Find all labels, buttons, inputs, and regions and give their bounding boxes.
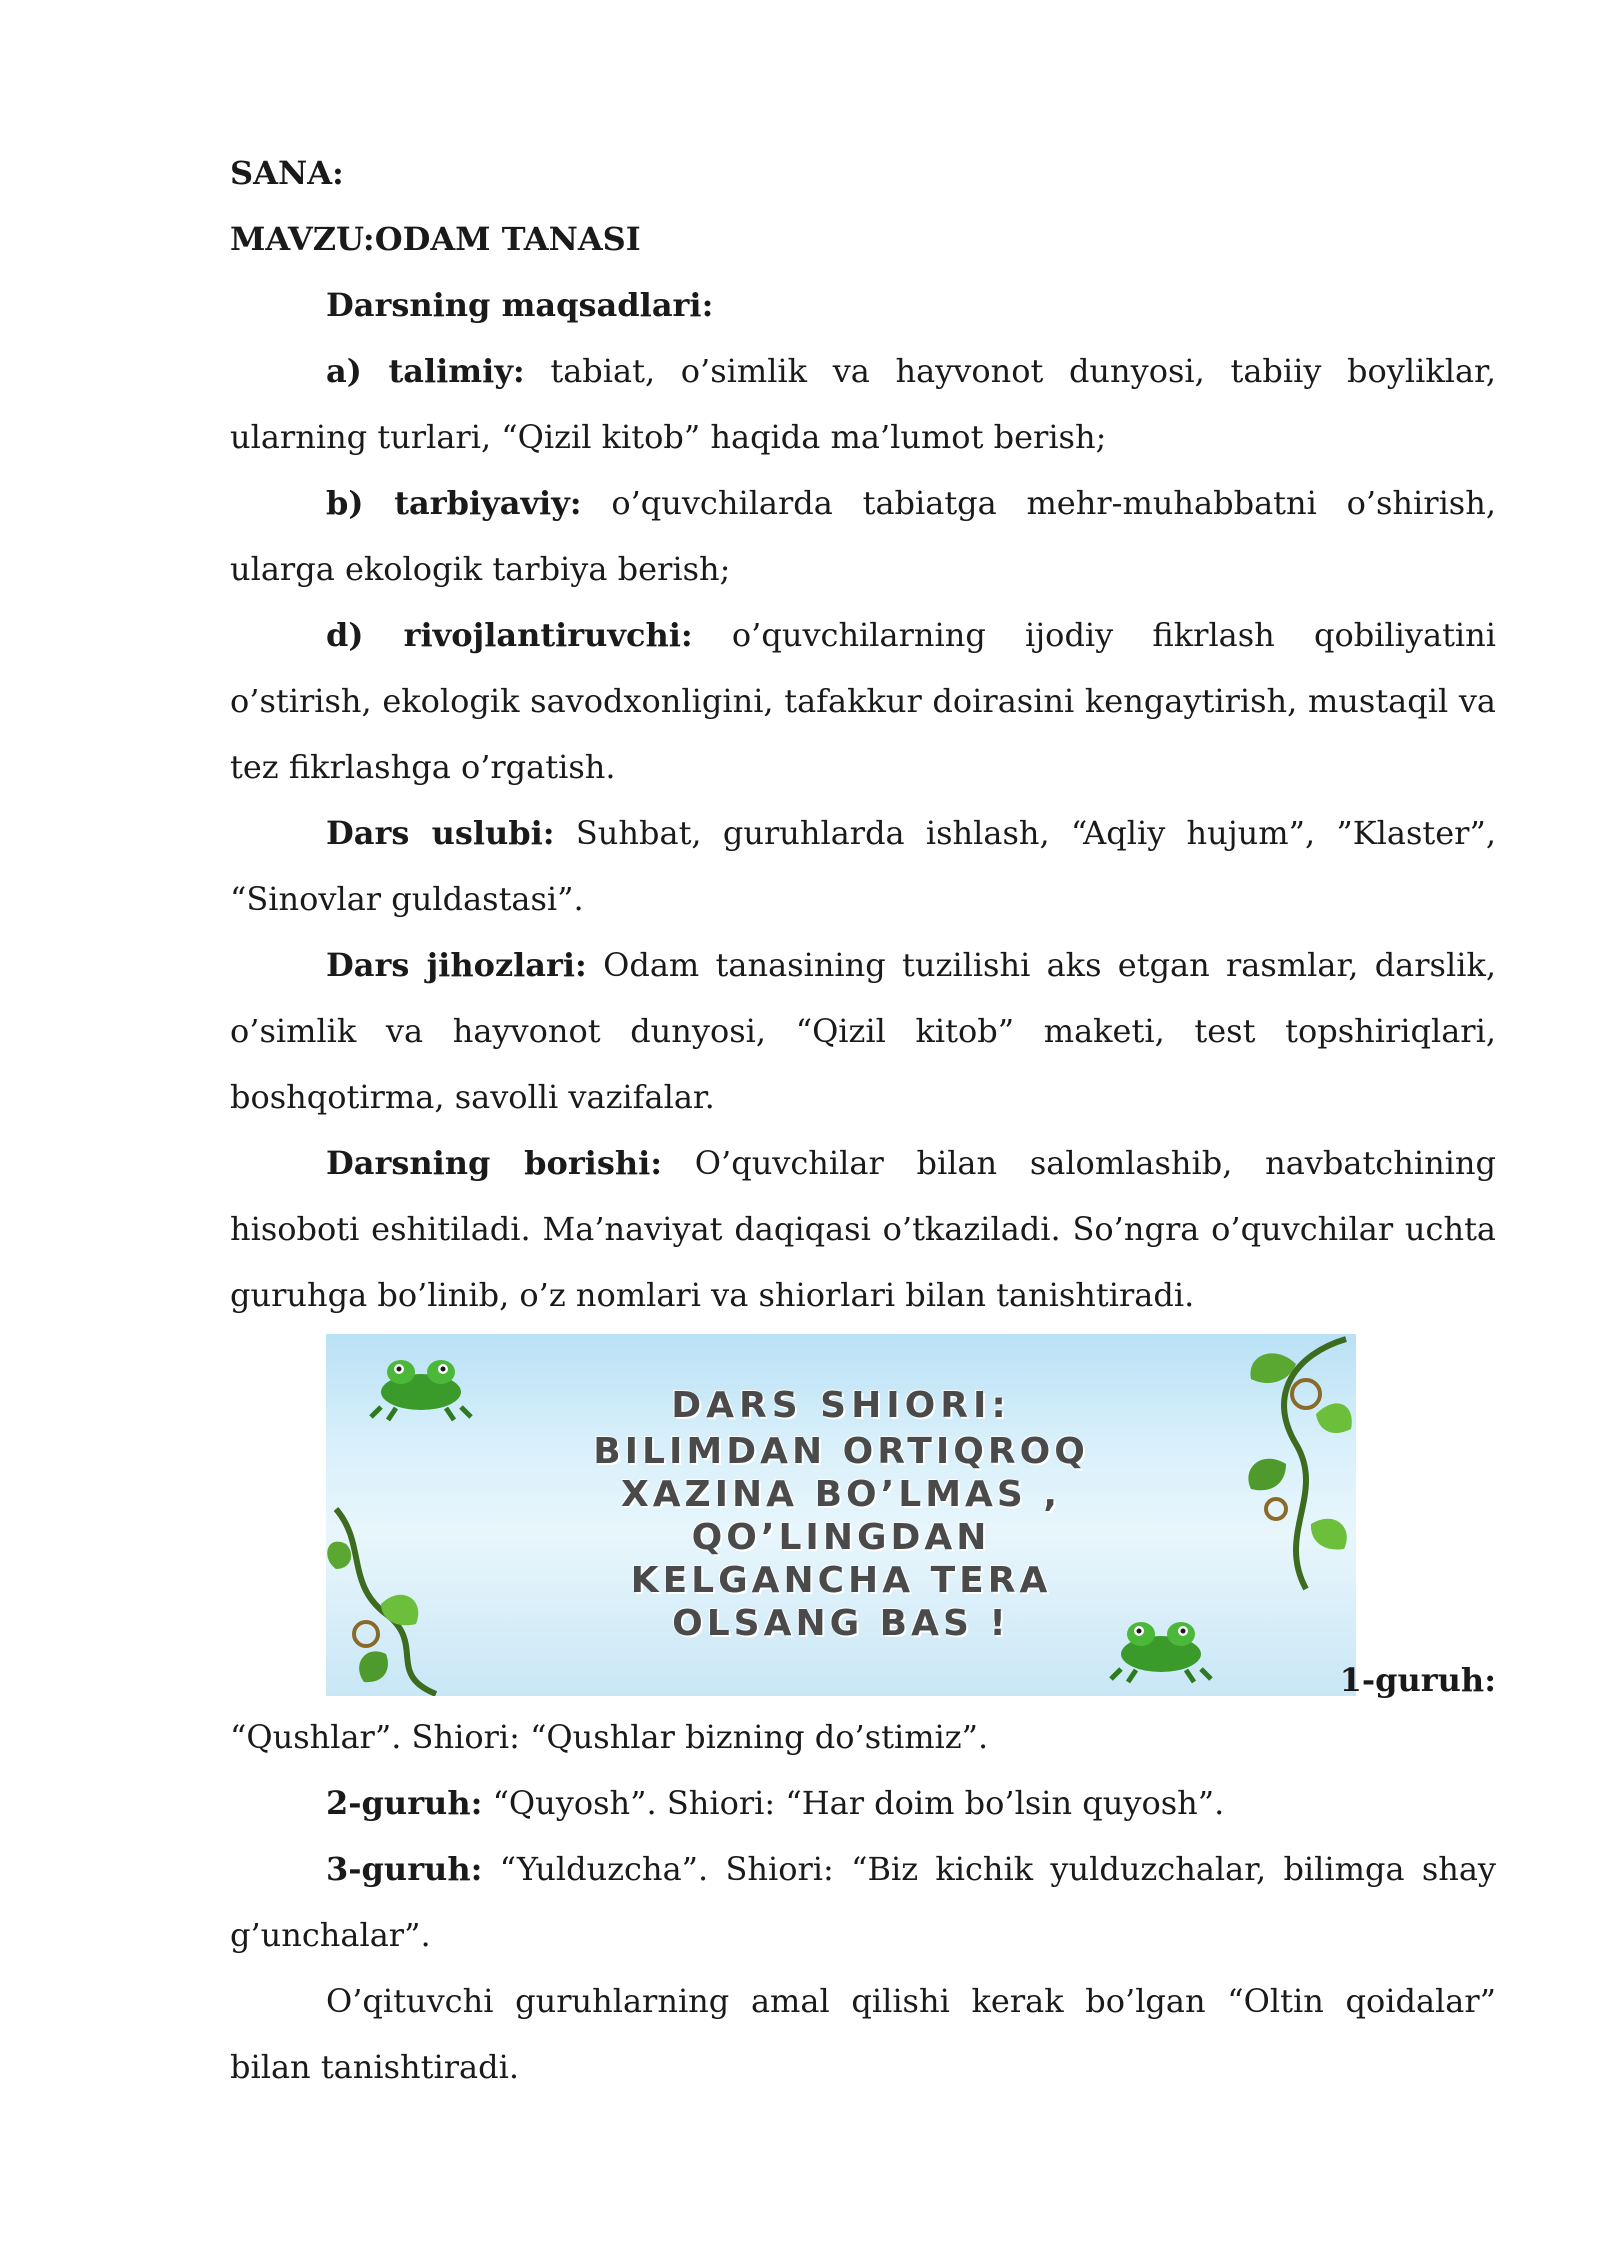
goal-developmental-label: d) rivojlantiruvchi: (326, 616, 693, 654)
group2 (230, 1770, 1496, 1836)
motto-line: OLSANG BAS ! (672, 1603, 1010, 1644)
group2-label: 2-guruh: (326, 1784, 483, 1822)
group1-text: “Qushlar”. Shiori: “Qushlar bizning do’stimiz”. (230, 1718, 989, 1756)
motto-line: QO’LINGDAN (691, 1517, 991, 1558)
lesson-equipment-text: Odam tanasining tuzilishi aks etgan rasmlar, darslik, o’simlik va hayvonot dunyosi, “Qizil kitob” maketi, test topshiriqlari, boshqotirma, savolli vazifalar. (230, 946, 1497, 1116)
group2-text: “Quyosh”. Shiori: “Har doim bo’lsin quyosh”. (482, 1784, 1225, 1822)
goal-upbringing (230, 470, 1496, 602)
goals-title: Darsning maqsadlari: (326, 286, 714, 324)
lesson-method (230, 800, 1496, 932)
lesson-equipment-label: Dars jihozlari: (326, 946, 587, 984)
motto-line: DARS SHIORI: (671, 1385, 1011, 1426)
goal-educational (230, 338, 1496, 470)
lesson-procedure-text: O’quvchilar bilan salomlashib, navbatchining hisoboti eshitiladi. Ma’naviyat daqiqasi o’tkaziladi. So’ngra o’quvchilar uchta guruhga bo’linib, o’z nomlari va shiorlari bilan tanishtiradi. (230, 1144, 1497, 1314)
goal-upbringing-text: o’quvchilarda tabiatga mehr-muhabbatni o’shirish, ularga ekologik tarbiya berish; (230, 484, 1496, 588)
motto-line: XAZINA BO’LMAS , (620, 1474, 1062, 1515)
lesson-procedure (230, 1130, 1496, 1328)
goal-developmental (230, 602, 1496, 800)
lesson-method-label: Dars uslubi: (326, 814, 555, 852)
group3-label: 3-guruh: (326, 1850, 483, 1888)
lesson-equipment (230, 932, 1496, 1130)
golden-rules-paragraph: O’qituvchi guruhlarning amal qilishi kerak bo’lgan “Oltin qoidalar” bilan tanishtiradi. (230, 1982, 1496, 2086)
lesson-procedure-label: Darsning borishi: (326, 1144, 663, 1182)
goal-educational-text: tabiat, o’simlik va hayvonot dunyosi, tabiiy boyliklar, ularning turlari, “Qizil kitob” haqida ma’lumot berish; (230, 352, 1497, 456)
topic-heading: MAVZU:ODAM TANASI (230, 220, 641, 258)
goal-upbringing-label: b) tarbiyaviy: (326, 484, 582, 522)
motto-line: BILIMDAN ORTIQROQ (593, 1431, 1089, 1472)
lesson-motto-banner (326, 1334, 1356, 1696)
lesson-method-text: Suhbat, guruhlarda ishlash, “Aqliy hujum”, ”Klaster”, “Sinovlar guldastasi”. (230, 814, 1497, 918)
banner-block (230, 1334, 1496, 1699)
date-heading: SANA: (230, 154, 344, 192)
group3-text: “Yulduzcha”. Shiori: “Biz kichik yulduzchalar, bilimga shay g’unchalar”. (230, 1850, 1496, 1954)
goal-educational-label: a) talimiy: (326, 352, 525, 390)
group1-label: 1-guruh: (1339, 1661, 1496, 1699)
goal-developmental-text: o’quvchilarning ijodiy fikrlash qobiliyatini o’stirish, ekologik savodxonligini, tafakkur doirasini kengaytirish, mustaqil va tez fikrlashga o’rgatish. (230, 616, 1497, 786)
motto-text (416, 1384, 1266, 1645)
document-page (230, 140, 1496, 2100)
group3 (230, 1836, 1496, 1968)
motto-line: KELGANCHA TERA (630, 1560, 1052, 1601)
